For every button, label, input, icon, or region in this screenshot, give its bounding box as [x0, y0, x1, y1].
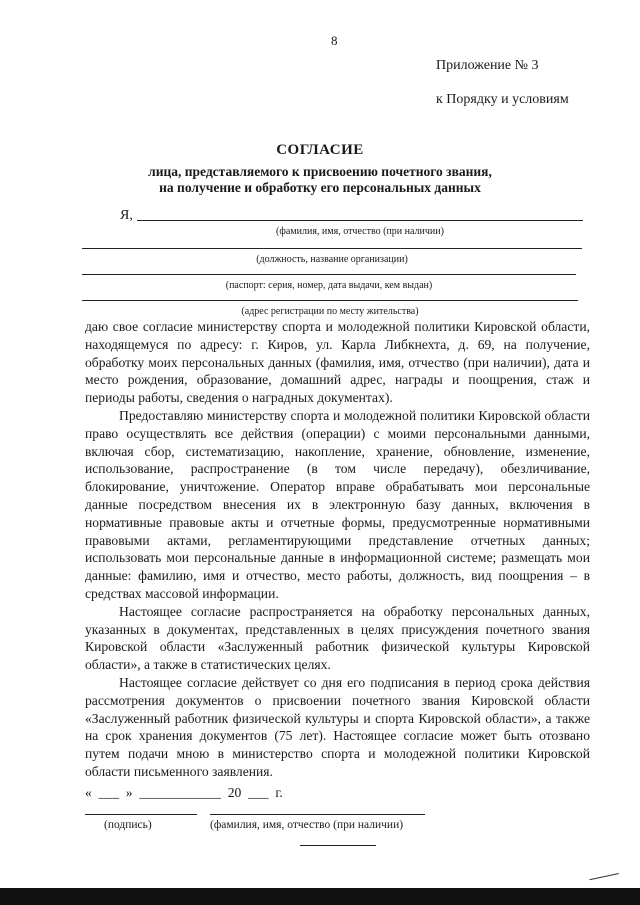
page-number: 8	[331, 33, 338, 48]
appendix-reference: к Порядку и условиям	[436, 92, 569, 107]
appendix-number: Приложение № 3	[436, 58, 539, 73]
consent-paragraph: Настоящее согласие распространяется на обработку персональных данных, указанных в документах, представленных в целях присуждения почетного звания Кировской области «Заслуженный работник физической культуры Кировской области», а также в статистических целях.	[85, 603, 590, 673]
consent-paragraph: даю свое согласие министерству спорта и молодежной политики Кировской области, находящемуся по адресу: г. Киров, ул. Карла Либкнехта, д. 69, на получение, обработку моих персональных данных (фамилия, имя, отчество (при наличии), дата и место рождения, образование, домашний адрес, награды и поощрения, стаж и периоды работы, сведения о наградных документах).	[85, 319, 590, 406]
document-title: СОГЛАСИЕ	[276, 142, 364, 158]
date-line[interactable]: « ___ » ____________ 20 ___ г.	[85, 785, 283, 800]
registration-address-caption: (адрес регистрации по месту жительства)	[241, 306, 419, 317]
signature-line[interactable]	[85, 814, 197, 815]
consent-paragraph: Предоставляю министерству спорта и молодежной политики Кировской области право осуществлять все действия (операции) с моими персональными данными, включая сбор, систематизацию, накопление, хранение, обновление, изменение, использование, распространение (в том числе передачу), обезличивание, блокирование, уничтожение. Оператор вправе обрабатывать мои персональные данные посредством внесения их в электронную базу данных, включения в нормативные правовые акты и отчетные формы, предусмотренные нормативными правовыми актами, регламентирующими представление отчетных данных; использовать мои персональные данные в информационной системе; размещать мои данные: фамилию, имя и отчество, место работы, должность, вид поощрения – в средствах массовой информации.	[85, 407, 590, 601]
consent-paragraph: Настоящее согласие действует со дня его подписания в период срока действия рассмотрения документов о присвоении почетного звания Кировской области «Заслуженный работник физической культуры и спорта Кировской области», а также на срок хранения документов (75 лет). Настоящее согласие может быть отозвано путем подачи мною в министерство спорта и молодежной политики Кировской области письменного заявления.	[85, 674, 590, 779]
document-subtitle-line-2: на получение и обработку его персональных данных	[159, 180, 481, 195]
separator-line	[300, 845, 376, 846]
signature-caption: (подпись)	[104, 819, 152, 831]
position-organization-caption: (должность, название организации)	[256, 254, 408, 265]
ya-label: Я,	[120, 208, 133, 223]
signer-name-line[interactable]	[210, 814, 425, 815]
consent-body	[85, 318, 590, 781]
document-subtitle-line-1: лица, представляемого к присвоению почетного звания,	[148, 164, 492, 179]
full-name-caption: (фамилия, имя, отчество (при наличии)	[276, 226, 444, 237]
scan-bottom-edge	[0, 888, 640, 905]
scan-artifact	[589, 873, 620, 888]
passport-caption: (паспорт: серия, номер, дата выдачи, кем выдан)	[225, 280, 433, 291]
signer-name-caption: (фамилия, имя, отчество (при наличии)	[210, 819, 404, 831]
